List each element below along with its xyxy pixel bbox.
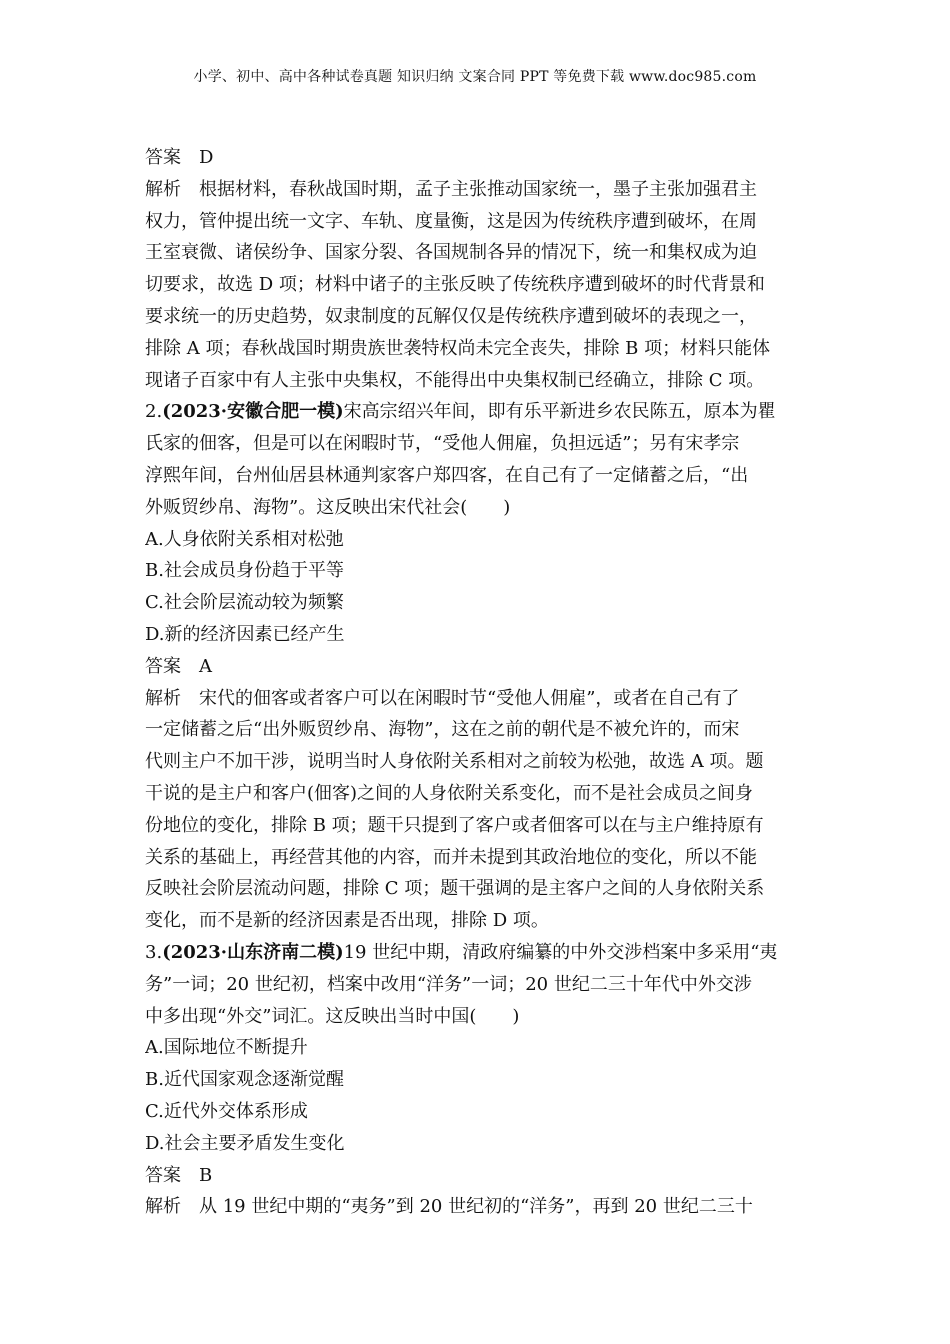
q3-answer: [145, 1160, 805, 1192]
q2-stem-line: 氏家的佃客，但是可以在闲暇时节，“受他人佣雇，负担远适”；另有宋孝宗: [145, 433, 740, 455]
q3-option-c: C.近代外交体系形成: [145, 1100, 308, 1122]
answer-value: A: [199, 655, 212, 677]
q3-stem-line: [145, 937, 805, 969]
analysis-label: 解析: [145, 1196, 181, 1218]
q2-stem-line: 外贩贸纱帛、海物”。这反映出宋代社会( ): [145, 496, 511, 518]
analysis-label: 解析: [145, 178, 181, 200]
q3-stem-line: 务”一词；20 世纪初，档案中改用“洋务”一词；20 世纪二三十年代中外交涉: [145, 973, 752, 995]
q1-analysis-line: 排除 A 项；春秋战国时期贵族世袭特权尚未完全丧失，排除 B 项；材料只能体: [145, 337, 771, 359]
q2-analysis-line: 份地位的变化，排除 B 项；题干只提到了客户或者佃客可以在与主户维持原有: [145, 814, 764, 836]
question-source: (2023·山东济南二模): [162, 941, 344, 963]
answer-label: 答案: [145, 655, 181, 677]
q2-option-b: B.社会成员身份趋于平等: [145, 560, 344, 582]
q2-analysis-line: 代则主户不加干涉，说明当时人身依附关系相对之前较为松弛，故选 A 项。题: [145, 751, 764, 773]
q2-analysis-line: 一定储蓄之后“出外贩贸纱帛、海物”，这在之前的朝代是不被允许的，而宋: [145, 719, 740, 741]
q3-stem-line: 中多出现“外交”词汇。这反映出当时中国( ): [145, 1005, 520, 1027]
q3-analysis-line: [145, 1191, 805, 1223]
answer-label: 答案: [145, 1164, 181, 1186]
stem-text: 宋高宗绍兴年间，即有乐平新进乡农民陈五，原本为瞿: [343, 401, 776, 423]
q3-option-d: D.社会主要矛盾发生变化: [145, 1132, 345, 1154]
answer-value: D: [199, 147, 214, 168]
q1-analysis-line: 切要求，故选 D 项；材料中诸子的主张反映了传统秩序遭到破坏的时代背景和: [145, 274, 765, 296]
stem-text: 19 世纪中期，清政府编纂的中外交涉档案中多采用“夷: [343, 941, 778, 963]
analysis-text: 根据材料，春秋战国时期，孟子主张推动国家统一，墨子主张加强君主: [199, 178, 757, 200]
document-body: [145, 142, 805, 1223]
q2-analysis-line: 变化，而不是新的经济因素是否出现，排除 D 项。: [145, 910, 549, 932]
q3-option-a: A.国际地位不断提升: [145, 1037, 308, 1059]
q2-stem-line: [145, 396, 805, 428]
q2-analysis-line: [145, 683, 805, 715]
q2-option-c: C.社会阶层流动较为频繁: [145, 592, 344, 614]
analysis-text: 从 19 世纪中期的“夷务”到 20 世纪初的“洋务”，再到 20 世纪二三十: [199, 1196, 753, 1218]
analysis-label: 解析: [145, 687, 181, 709]
q1-analysis-line: 要求统一的历史趋势，奴隶制度的瓦解仅仅是传统秩序遭到破坏的表现之一，: [145, 305, 757, 327]
q3-option-b: B.近代国家观念逐渐觉醒: [145, 1069, 344, 1091]
question-number: 3.: [145, 941, 163, 963]
q1-analysis-line: 王室衰微、诸侯纷争、国家分裂、各国规制各异的情况下，统一和集权成为迫: [145, 242, 757, 264]
q2-option-a: A.人身依附关系相对松弛: [145, 528, 344, 550]
q2-stem-line: 淳熙年间，台州仙居县林通判家客户郑四客，在自己有了一定储蓄之后，“出: [145, 464, 749, 486]
question-source: (2023·安徽合肥一模): [162, 401, 344, 423]
q1-analysis-line: 现诸子百家中有人主张中央集权，不能得出中央集权制已经确立，排除 C 项。: [145, 369, 765, 391]
analysis-text: 宋代的佃客或者客户可以在闲暇时节“受他人佣雇”，或者在自己有了: [199, 687, 740, 709]
q2-analysis-line: 反映社会阶层流动问题，排除 C 项；题干强调的是主客户之间的人身依附关系: [145, 878, 765, 900]
answer-value: B: [199, 1164, 213, 1186]
q1-answer: [145, 142, 805, 174]
q2-answer: [145, 651, 805, 683]
q1-analysis-line: [145, 174, 805, 206]
q2-analysis-line: 干说的是主户和客户(佃客)之间的人身依附关系变化，而不是社会成员之间身: [145, 782, 754, 804]
q2-analysis-line: 关系的基础上，再经营其他的内容，而并未提到其政治地位的变化，所以不能: [145, 846, 757, 868]
q2-option-d: D.新的经济因素已经产生: [145, 623, 345, 645]
question-number: 2.: [145, 401, 163, 423]
q1-analysis-line: 权力，管仲提出统一文字、车轨、度量衡，这是因为传统秩序遭到破坏，在周: [145, 210, 757, 232]
answer-label: 答案: [145, 147, 181, 168]
page-header: 小学、初中、高中各种试卷真题 知识归纳 文案合同 PPT 等免费下载 www.doc985.com: [193, 69, 757, 85]
